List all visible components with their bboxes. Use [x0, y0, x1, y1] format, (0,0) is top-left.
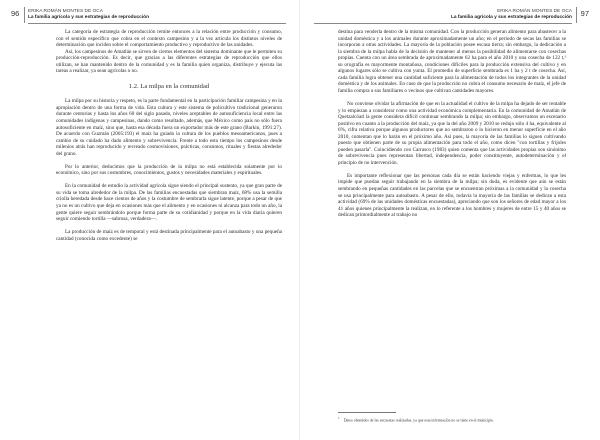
right-page [300, 0, 600, 440]
page-number: 97 [580, 9, 589, 18]
running-header [28, 9, 149, 22]
left-body-text [56, 29, 282, 242]
paragraph: La milpa por su historia y respeto, es la parte fundamental en la participación familiar campesina y en la apropiación dentro de una forma de vida. Esta cultura y este sistema de policultivo tradicional generaron durante centurias y hasta los años 60 del siglo pasado, niveles aceptables de autosuficiencia local entre las comunidades indígenas y campesinas, dando como resultado, además, que México como país no sólo fuera autosuficiente en maíz, sino que, hasta esa década fuera un exportador más de este grano (Barkin, 1991:27). De acuerdo con Guzmán (2005:193) el maíz ha guiado la cultura de los pueblos mesoamericanos, pues a cambio de su cuidado ha dado alimento y sobrevivencia. Frente a todo esto tiempo los campesinos desde milenios atrás han reproducido y recreado cosmovisiones, prácticas, consumos, rituales y fiestas alrededor del grano. [56, 98, 282, 157]
paragraph: Así, los campesinos de Amatlán se sirven de ciertos elementos del sistema dominante que le permiten su producción-reproducción. Es decir, que gracias a las diferentes estrategias de reproducción que ellos utilizan, se han mantenido dentro de la comunidad y es la familia quien organiza, distribuye y ejecuta las tareas a realizar, ya sean agrícolas o no. [56, 48, 282, 75]
section-title: 1.2. La milpa en la comunidad [128, 82, 210, 90]
page-number: 96 [11, 9, 20, 18]
paragraph: Es importante reflexionar que las personas cada día se están haciendo viejas y enfermas, lo que les impide que puedan seguir trabajando en la siembra de la milpa; sin duda, es evidente que aún se están sembrando en pequeñas cantidades en las parcelas que se encuentran próximas a la comunidad y la cosecha se usa principalmente para autoabasto. A pesar de ello, todavía la mayoría de las familias se dedican a esta actividad (69% de las unidades domésticas encuestadas), apreciando que son los señores de edad mayor a los 41 años quienes principalmente la realizan, en lo referente a los hombres y mujeres de entre 15 y 40 años se dedican primordialmente al trabajo no [338, 172, 566, 219]
paragraph: En la comunidad de estudio la actividad agrícola sigue siendo el principal sustento, ya que gran parte de su vida se toma alrededor de la milpa. De las familias encuestadas que siembran maíz, 68% usa la semilla criolla heredada desde hace cientos de años y la costumbre de sembrarla sigue latente, porque a pesar de que ya no es un cultivo que deja en ocasiones más que el alimento y en ocasiones ni alcanza para todo un año, la gente quiere seguir sembrándolo porque forma parte de su cotidianidad y porque en la vida diaria quieren seguir comiendo tortilla —sabrosa, verdadera—. [56, 183, 282, 223]
paragraph: La producción de maíz es de temporal y está destinada principalmente para el autoabasto y una pequeña cantidad (conocida como excedente) se [56, 229, 282, 242]
header-divider [576, 7, 577, 23]
header-title: La familia agrícola y sus estrategias de reproducción [450, 15, 572, 21]
paragraph: Por lo anterior, deducimos que la producción de la milpa no está establecida solamente por lo económico, sino por sus costumbres, conocimientos, gustos y necesidades materiales y espirituales. [56, 163, 282, 177]
header-rule [314, 23, 572, 24]
right-body-text [338, 29, 566, 219]
paragraph: destina para venderla dentro de la misma comunidad. Con la producción generan alimento para abastecer a la unidad doméstica y a los animales durante aproximadamente un año; en el periodo de secas las familias se incorporan a otras actividades. La mayoría de la población posee escasa tierra; sin embargo, la dedicación a la siembra de la milpa habla de la decisión de mantener al menos la posibilidad de alimentarse con cosechas propias. Cuenta con un área sembrada de aproximadamente 62 ha para el año 2010 y una cosecha de 122 t,¹ su orografía es mayormente montañosa, condiciones difíciles para la producción extensiva del cultivo y en algunos lugares sólo se cultiva con yunta. El promedio de superficie sembrada es 1 ha y 2 t de cosecha. Así, cada familia logra obtener una cantidad suficiente para la alimentación de todos los integrantes de la unidad doméstica y de los animales. En caso de que la producción no cubra el consumo necesario de maíz, el jefe de familia compra a sus familiares o vecinos que cultivan cantidades mayores. [338, 29, 566, 94]
header-divider [24, 7, 25, 23]
footnote-marker: 1 [338, 416, 340, 420]
header-author: ERIKA ROMÁN MONTES DE OCA [497, 9, 572, 14]
footnote-rule [338, 412, 396, 413]
footnote [338, 416, 568, 423]
header-title: La familia agrícola y sus estrategias de reproducción [28, 15, 150, 21]
paragraph: La categoría de estrategia de reproducción remite entonces a la relación entre producción y consumo, con el sentido específico que cobra en el contexto campesino y a la vez articula los distintos niveles de determinación que inciden sobre el comportamiento productivo y reproductivo de las unidades. [56, 29, 282, 49]
paragraph: No conviene olvidar la afirmación de que en la actualidad el cultivo de la milpa ha dejado de ser rentable y lo empiezan a considerar como una actividad económica complementaria. En la comunidad de Amatlán de Quetzalcóatl la gente considera difícil continuar sembrando la milpa; sin embargo, observamos un escenario positivo en cuanto a la producción del maíz, ya que la del año 2009 y 2010 se redujo sólo 4 ha, equivalente al 6%, cifra relativa porque algunos productores que no sembraron o lo hicieron en menor superficie en el año 2010, comentan que lo harán en el próximo año. Así pues, la mayoría de las familias lo siguen cultivando puesto que obtienen parte de su propia alimentación para todo el año, como dicen "con tortillas y frijoles pueden pasarla". Coincidiendo con Carrasco (1983) quien comenta que las actividades propias son sinónimo de sobrevivencia pues representan libertad, independencia, poder constituyente, autodeterminación y el principio de no intervención. [338, 100, 566, 166]
header-author: ERIKA ROMÁN MONTES DE OCA [28, 9, 103, 14]
footnote-text: Datos obtenidos de las encuestas realizadas, ya que esta información no se tiene en el municipio. [343, 418, 495, 423]
running-header [451, 9, 572, 22]
header-rule [28, 23, 286, 24]
